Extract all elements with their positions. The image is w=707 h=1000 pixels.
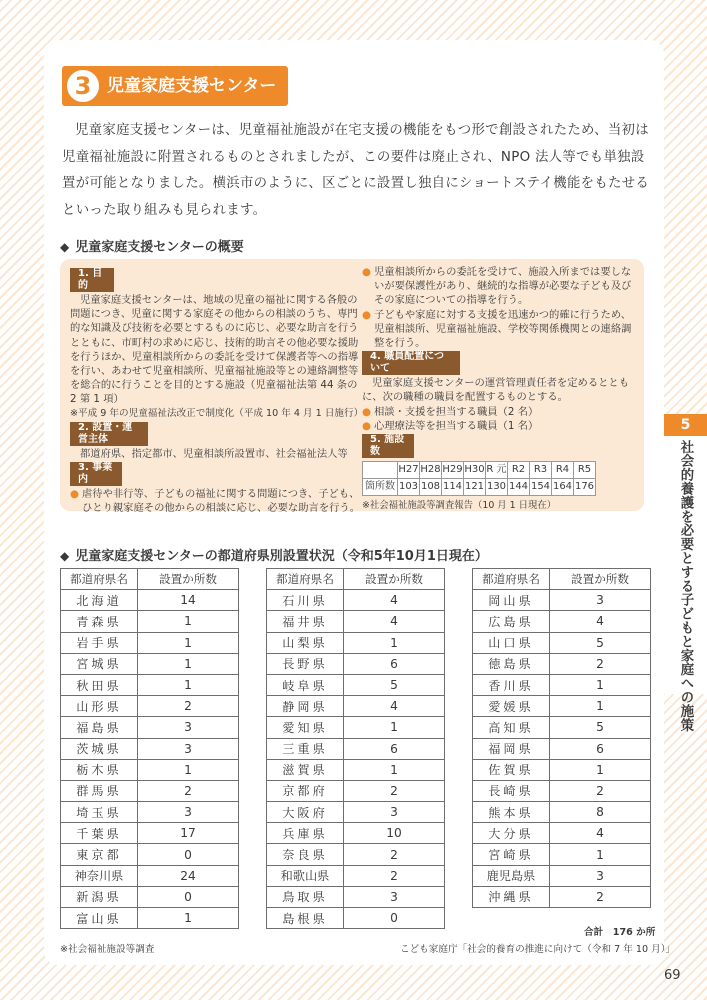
facility-count: 2 <box>550 886 651 907</box>
table-row <box>61 632 239 653</box>
facility-count: 6 <box>344 653 445 674</box>
table-row <box>473 674 651 695</box>
intro-paragraph: 児童家庭支援センターは、児童福祉施設が在宅支援の機能をもつ形で創設されたため、当初は児童福祉施設に附置されるものとされましたが、この要件は廃止され、NPO 法人等でも単独設置が可能となりました。横浜市のように、区ごとに設置し独自にショートステイ機能をもたせるといった取り組みも見られます。 <box>62 123 650 218</box>
table-row <box>473 886 651 907</box>
prefecture-name: 島根県 <box>267 908 344 929</box>
establishment-tag: 2. 設置・運営主体 <box>70 422 148 446</box>
column-header-prefecture: 都道府県名 <box>61 569 138 590</box>
purpose-tag: 1. 目的 <box>70 268 114 292</box>
facility-count: 24 <box>138 865 239 886</box>
table-row <box>61 717 239 738</box>
year-cell: H28 <box>420 462 442 479</box>
facility-count: 3 <box>344 802 445 823</box>
facility-count: 1 <box>138 674 239 695</box>
prefecture-name: 山梨県 <box>267 632 344 653</box>
table-row <box>267 886 445 907</box>
table-row <box>267 717 445 738</box>
prefecture-name: 福島県 <box>61 717 138 738</box>
prefecture-table-1 <box>60 568 239 929</box>
bullet-icon: ● <box>362 308 371 321</box>
staffing-item <box>362 419 638 433</box>
year-cell: R4 <box>552 462 574 479</box>
staffing-item-text: 心理療法等を担当する職員（1 名） <box>374 419 539 432</box>
prefecture-name: 大分県 <box>473 823 550 844</box>
year-cell: H29 <box>442 462 464 479</box>
prefecture-name: 宮崎県 <box>473 844 550 865</box>
facility-count: 0 <box>138 886 239 907</box>
section-number: 3 <box>65 68 101 104</box>
prefecture-name: 福岡県 <box>473 738 550 759</box>
table-row <box>473 717 651 738</box>
facility-count: 2 <box>344 865 445 886</box>
prefecture-name: 広島県 <box>473 611 550 632</box>
facility-count: 6 <box>344 738 445 759</box>
table-row <box>473 696 651 717</box>
year-cell: R2 <box>508 462 530 479</box>
row-label: 箇所数 <box>363 479 398 496</box>
prefecture-name: 北海道 <box>61 590 138 611</box>
table-row <box>267 590 445 611</box>
table-header-row <box>61 569 239 590</box>
table-header-row <box>473 569 651 590</box>
table-row <box>267 865 445 886</box>
prefecture-name: 東京都 <box>61 844 138 865</box>
facility-count: 2 <box>550 653 651 674</box>
facility-count: 4 <box>344 590 445 611</box>
prefecture-name: 群馬県 <box>61 780 138 801</box>
prefecture-heading <box>60 545 488 564</box>
facility-count: 2 <box>344 780 445 801</box>
prefecture-name: 石川県 <box>267 590 344 611</box>
activities-tag: 3. 事業内 <box>70 462 122 486</box>
table-row <box>61 823 239 844</box>
facility-count: 1 <box>344 632 445 653</box>
facility-count: 3 <box>138 717 239 738</box>
source-note-left: ※社会福祉施設等調査 <box>60 944 155 955</box>
facility-count: 3 <box>138 738 239 759</box>
column-header-count: 設置か所数 <box>138 569 239 590</box>
year-cell: R5 <box>574 462 596 479</box>
facility-count: 4 <box>550 823 651 844</box>
prefecture-name: 山形県 <box>61 696 138 717</box>
table-row <box>473 632 651 653</box>
table-row <box>61 696 239 717</box>
table-row <box>473 759 651 780</box>
prefecture-name: 岩手県 <box>61 632 138 653</box>
table-row <box>61 674 239 695</box>
bullet-icon: ● <box>362 405 371 418</box>
table-row <box>61 738 239 759</box>
prefecture-name: 沖縄県 <box>473 886 550 907</box>
total-count: 合計 176 か所 <box>584 927 656 938</box>
table-row <box>61 886 239 907</box>
facility-count: 4 <box>344 696 445 717</box>
column-header-count: 設置か所数 <box>550 569 651 590</box>
staffing-text: 児童家庭支援センターの運営管理責任者を定めるとともに、次の職種の職員を配置するものとする。 <box>362 377 630 404</box>
prefecture-name: 奈良県 <box>267 844 344 865</box>
facility-count: 14 <box>138 590 239 611</box>
facility-count: 1 <box>344 759 445 780</box>
count-cell: 121 <box>464 479 486 496</box>
facility-count: 1 <box>550 844 651 865</box>
bullet-icon: ● <box>362 419 371 432</box>
table-row <box>61 865 239 886</box>
facility-count: 6 <box>550 738 651 759</box>
prefecture-name: 熊本県 <box>473 802 550 823</box>
facility-count: 0 <box>138 844 239 865</box>
prefecture-name: 栃木県 <box>61 759 138 780</box>
facility-count: 4 <box>550 611 651 632</box>
facility-count: 10 <box>344 823 445 844</box>
table-row <box>267 632 445 653</box>
prefecture-name: 新潟県 <box>61 886 138 907</box>
count-cell: 176 <box>574 479 596 496</box>
count-cell: 114 <box>442 479 464 496</box>
table-row <box>61 611 239 632</box>
prefecture-name: 滋賀県 <box>267 759 344 780</box>
count-cell: 144 <box>508 479 530 496</box>
prefecture-name: 鹿児島県 <box>473 865 550 886</box>
facility-count: 5 <box>550 632 651 653</box>
facility-count: 1 <box>550 696 651 717</box>
table-row <box>267 653 445 674</box>
table-row <box>473 802 651 823</box>
table-header-row <box>267 569 445 590</box>
count-cell: 103 <box>398 479 420 496</box>
activity-item <box>70 487 360 515</box>
table-row <box>267 611 445 632</box>
prefecture-heading-text: 児童家庭支援センターの都道府県別設置状況（令和5年10月1日現在） <box>75 549 488 564</box>
table-row <box>61 653 239 674</box>
table-row <box>473 611 651 632</box>
purpose-text: 児童家庭支援センターは、地域の児童の福祉に関する各般の問題につき、児童に関する家庭その他からの相談のうち、専門的な知識及び技術を必要とするものに応じ、必要な助言を行うとともに、市町村の求めに応じ、技術的助言その他必要な援助を行うほか、児童相談所からの委託を受けて保護者等への指導を行い、あわせて児童相談所、児童福祉施設等との連絡調整等を総合的に行うことを目的とする施設（児童福祉法第 44 条の 2 第 1 項） <box>70 294 359 406</box>
count-cell: 108 <box>420 479 442 496</box>
table-row <box>473 590 651 611</box>
prefecture-name: 岐阜県 <box>267 674 344 695</box>
bullet-icon: ● <box>362 266 371 278</box>
staffing-item-text: 相談・支援を担当する職員（2 名） <box>374 405 539 418</box>
table-row <box>473 653 651 674</box>
year-cell: H30 <box>464 462 486 479</box>
table-row <box>61 759 239 780</box>
count-source-note: ※社会福祉施設等調査報告（10 月 1 日現在） <box>362 500 557 512</box>
prefecture-name: 兵庫県 <box>267 823 344 844</box>
table-row <box>267 780 445 801</box>
purpose-note: ※平成 9 年の児童福祉法改正で制度化（平成 10 年 4 月 1 日施行） <box>70 407 364 419</box>
facility-count: 3 <box>550 590 651 611</box>
facility-count: 4 <box>344 611 445 632</box>
page-number: 69 <box>664 968 681 983</box>
table-row <box>473 738 651 759</box>
overview-right-column <box>362 265 638 513</box>
facility-count: 1 <box>138 632 239 653</box>
prefecture-name: 愛知県 <box>267 717 344 738</box>
facility-count: 1 <box>344 717 445 738</box>
table-row <box>61 780 239 801</box>
section-title: 児童家庭支援センター <box>107 76 277 96</box>
facility-count: 2 <box>344 844 445 865</box>
staffing-tag: 4. 職員配置について <box>362 351 460 375</box>
overview-heading-text: 児童家庭支援センターの概要 <box>75 240 244 255</box>
facility-count: 1 <box>550 759 651 780</box>
count-cell: 154 <box>530 479 552 496</box>
count-row <box>363 479 596 496</box>
overview-heading <box>60 236 244 255</box>
facility-count: 1 <box>138 611 239 632</box>
prefecture-name: 鳥取県 <box>267 886 344 907</box>
table-row <box>473 823 651 844</box>
diamond-icon: ◆ <box>60 240 70 254</box>
prefecture-name: 山口県 <box>473 632 550 653</box>
prefecture-name: 長野県 <box>267 653 344 674</box>
blank-cell <box>363 462 398 479</box>
prefecture-name: 徳島県 <box>473 653 550 674</box>
source-note-right: こども家庭庁「社会的養育の推進に向けて（令和 7 年 10 月）」 <box>400 944 676 955</box>
table-row <box>267 696 445 717</box>
year-cell: R 元 <box>486 462 508 479</box>
facility-count: 1 <box>138 653 239 674</box>
prefecture-name: 静岡県 <box>267 696 344 717</box>
table-row <box>267 802 445 823</box>
establishment-text: 都道府県、指定都市、児童相談所設置市、社会福祉法人等 <box>80 447 348 460</box>
facility-count: 1 <box>550 674 651 695</box>
table-row <box>267 738 445 759</box>
table-row <box>267 844 445 865</box>
prefecture-table-3 <box>472 568 651 908</box>
prefecture-name: 京都府 <box>267 780 344 801</box>
table-row <box>61 590 239 611</box>
facility-count: 17 <box>138 823 239 844</box>
facility-count: 5 <box>550 717 651 738</box>
table-row <box>473 780 651 801</box>
section-heading <box>62 66 288 106</box>
column-header-prefecture: 都道府県名 <box>267 569 344 590</box>
prefecture-name: 茨城県 <box>61 738 138 759</box>
prefecture-name: 香川県 <box>473 674 550 695</box>
prefecture-name: 神奈川県 <box>61 865 138 886</box>
year-cell: R3 <box>530 462 552 479</box>
prefecture-name: 宮城県 <box>61 653 138 674</box>
chapter-number: 5 <box>664 414 707 436</box>
activity-item-text: 子どもや家庭に対する支援を迅速かつ的確に行うため、児童相談所、児童福祉施設、学校等関係機関との連絡調整を行う。 <box>374 308 632 350</box>
activity-item-text: 虐待や非行等、子どもの福祉に関する問題につき、子ども、ひとり親家庭その他からの相談に応じ、必要な助言を行う。 <box>82 488 361 515</box>
chapter-title: 社会的養護を必要とする子どもと家庭への施策 <box>678 440 693 732</box>
facility-count: 2 <box>138 780 239 801</box>
table-row <box>61 908 239 929</box>
prefecture-name: 青森県 <box>61 611 138 632</box>
chapter-side-tab <box>664 414 707 732</box>
prefecture-name: 愛媛県 <box>473 696 550 717</box>
facility-count: 1 <box>138 759 239 780</box>
column-header-count: 設置か所数 <box>344 569 445 590</box>
prefecture-name: 秋田県 <box>61 674 138 695</box>
diamond-icon: ◆ <box>60 549 70 563</box>
overview-left-column <box>70 267 364 515</box>
prefecture-table-2 <box>266 568 445 929</box>
count-cell: 130 <box>486 479 508 496</box>
prefecture-name: 三重県 <box>267 738 344 759</box>
facility-count: 2 <box>550 780 651 801</box>
prefecture-name: 千葉県 <box>61 823 138 844</box>
table-row <box>267 759 445 780</box>
table-row <box>473 844 651 865</box>
prefecture-name: 大阪府 <box>267 802 344 823</box>
prefecture-name: 佐賀県 <box>473 759 550 780</box>
table-row <box>267 674 445 695</box>
table-row <box>61 844 239 865</box>
bullet-icon: ● <box>70 488 79 501</box>
facility-count-table <box>362 461 596 496</box>
prefecture-name: 富山県 <box>61 908 138 929</box>
overview-panel <box>60 259 644 515</box>
activity-item <box>362 308 638 351</box>
activity-item-text: 児童相談所からの委託を受けて、施設入所までは要しないが要保護性があり、継続的な指導が必要な子ども及びその家庭についての指導を行う。 <box>374 266 632 307</box>
facility-count: 0 <box>344 908 445 929</box>
facility-count: 5 <box>344 674 445 695</box>
prefecture-name: 福井県 <box>267 611 344 632</box>
year-header-row <box>363 462 596 479</box>
facility-count: 3 <box>138 802 239 823</box>
count-tag: 5. 施設数 <box>362 434 414 458</box>
table-row <box>61 802 239 823</box>
table-row <box>267 908 445 929</box>
facility-count: 3 <box>550 865 651 886</box>
prefecture-name: 長崎県 <box>473 780 550 801</box>
count-cell: 164 <box>552 479 574 496</box>
prefecture-name: 和歌山県 <box>267 865 344 886</box>
staffing-item <box>362 405 638 419</box>
year-cell: H27 <box>398 462 420 479</box>
table-row <box>473 865 651 886</box>
facility-count: 3 <box>344 886 445 907</box>
facility-count: 1 <box>138 908 239 929</box>
prefecture-name: 高知県 <box>473 717 550 738</box>
activity-item <box>362 265 638 308</box>
column-header-prefecture: 都道府県名 <box>473 569 550 590</box>
facility-count: 2 <box>138 696 239 717</box>
prefecture-name: 岡山県 <box>473 590 550 611</box>
prefecture-name: 埼玉県 <box>61 802 138 823</box>
table-row <box>267 823 445 844</box>
facility-count: 8 <box>550 802 651 823</box>
